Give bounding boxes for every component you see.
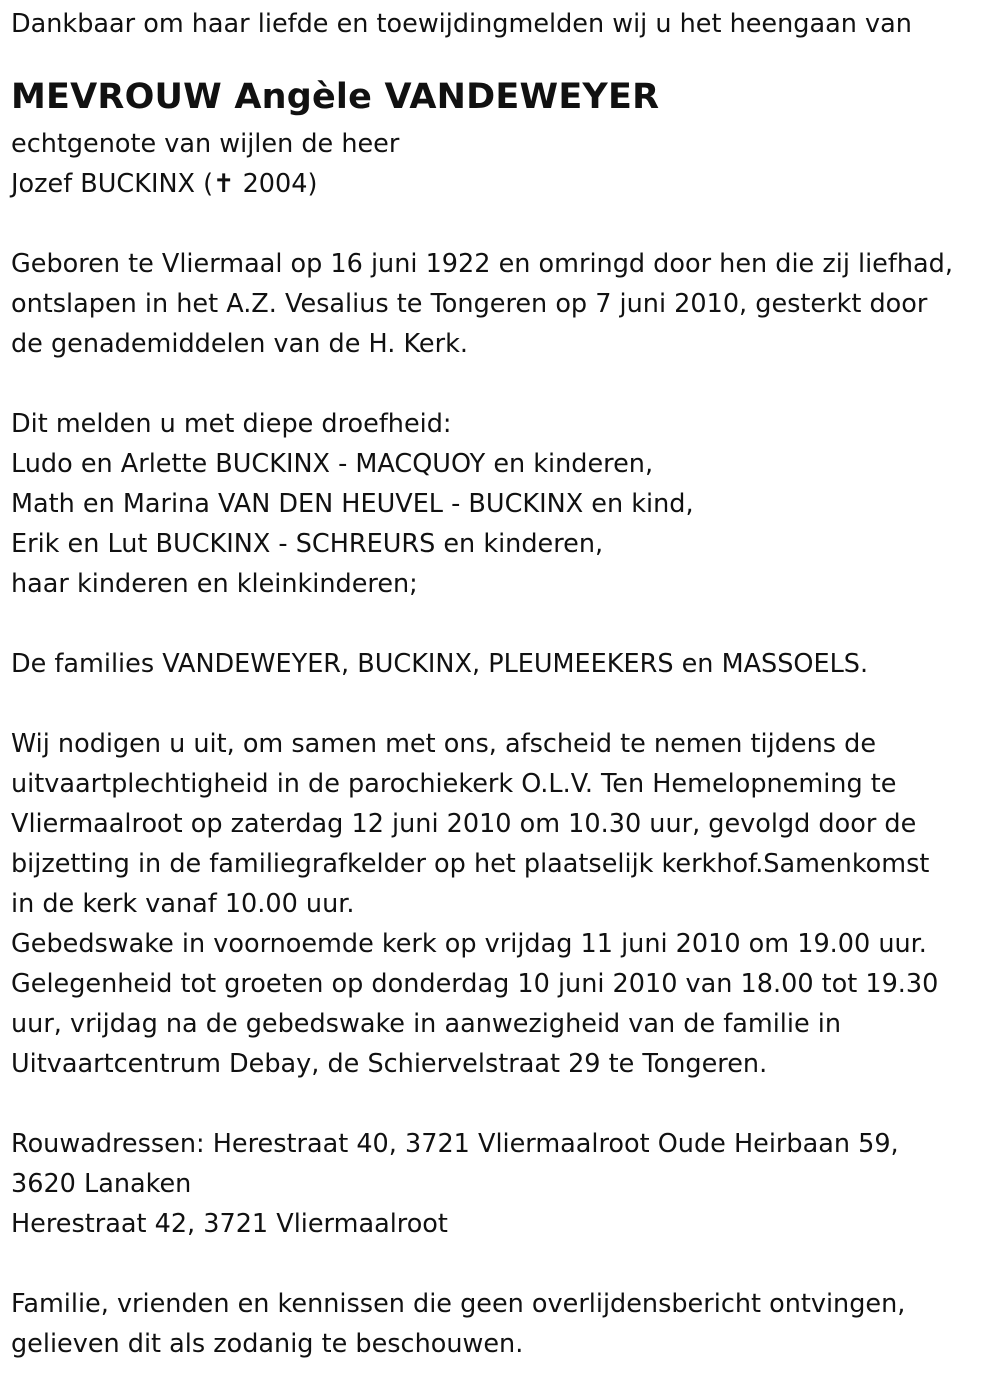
cross-icon: ✝ (213, 169, 235, 199)
spacer (11, 204, 991, 244)
closing-line: gelieven dit als zodanig te beschouwen. (11, 1329, 524, 1359)
ceremony-line: bijzetting in de familiegrafkelder op het plaatselijk kerkhof.Samenkomst (11, 849, 930, 879)
address-line: Herestraat 42, 3721 Vliermaalroot (11, 1209, 448, 1239)
address-line: 3620 Lanaken (11, 1169, 192, 1199)
ceremony-line: uur, vrijdag na de gebedswake in aanwezigheid van de familie in (11, 1009, 841, 1039)
ceremony-line: uitvaartplechtigheid in de parochiekerk O.L.V. Ten Hemelopneming te (11, 769, 897, 799)
deceased-name: MEVROUW Angèle VANDEWEYER (11, 77, 660, 117)
spacer (11, 44, 991, 70)
spouse-line: echtgenote van wijlen de heer (11, 129, 400, 159)
obituary-document (11, 4, 991, 1364)
spacer (11, 1244, 991, 1284)
ceremony-line: Gebedswake in voornoemde kerk op vrijdag 11 juni 2010 om 19.00 uur. (11, 929, 927, 959)
ceremony-line: in de kerk vanaf 10.00 uur. (11, 889, 355, 919)
mourners-line: Erik en Lut BUCKINX - SCHREURS en kinderen, (11, 529, 604, 559)
birth-death-line: Geboren te Vliermaal op 16 juni 1922 en omringd door hen die zij liefhad, (11, 249, 953, 279)
mourners-line: Dit melden u met diepe droefheid: (11, 409, 452, 439)
closing-line: Familie, vrienden en kennissen die geen overlijdensbericht ontvingen, (11, 1289, 906, 1319)
ceremony-line: Uitvaartcentrum Debay, de Schiervelstraat 29 te Tongeren. (11, 1049, 768, 1079)
ceremony-line: Wij nodigen u uit, om samen met ons, afscheid te nemen tijdens de (11, 729, 877, 759)
spacer (11, 364, 991, 404)
mourners-line: haar kinderen en kleinkinderen; (11, 569, 418, 599)
birth-death-line: ontslapen in het A.Z. Vesalius te Tongeren op 7 juni 2010, gesterkt door (11, 289, 928, 319)
spacer (11, 684, 991, 724)
families-line: De families VANDEWEYER, BUCKINX, PLEUMEEKERS en MASSOELS. (11, 649, 869, 679)
intro-line: Dankbaar om haar liefde en toewijdingmelden wij u het heengaan van (11, 9, 912, 39)
spacer (11, 604, 991, 644)
spouse-name: Jozef BUCKINX ( (11, 169, 214, 199)
ceremony-line: Vliermaalroot op zaterdag 12 juni 2010 om 10.30 uur, gevolgd door de (11, 809, 917, 839)
spacer (11, 1084, 991, 1124)
spouse-death-year: 2004) (234, 169, 318, 199)
address-line: Rouwadressen: Herestraat 40, 3721 Vliermaalroot Oude Heirbaan 59, (11, 1129, 899, 1159)
birth-death-line: de genademiddelen van de H. Kerk. (11, 329, 468, 359)
mourners-line: Ludo en Arlette BUCKINX - MACQUOY en kinderen, (11, 449, 654, 479)
mourners-line: Math en Marina VAN DEN HEUVEL - BUCKINX en kind, (11, 489, 694, 519)
ceremony-line: Gelegenheid tot groeten op donderdag 10 juni 2010 van 18.00 tot 19.30 (11, 969, 939, 999)
spouse-name-line (11, 164, 991, 204)
